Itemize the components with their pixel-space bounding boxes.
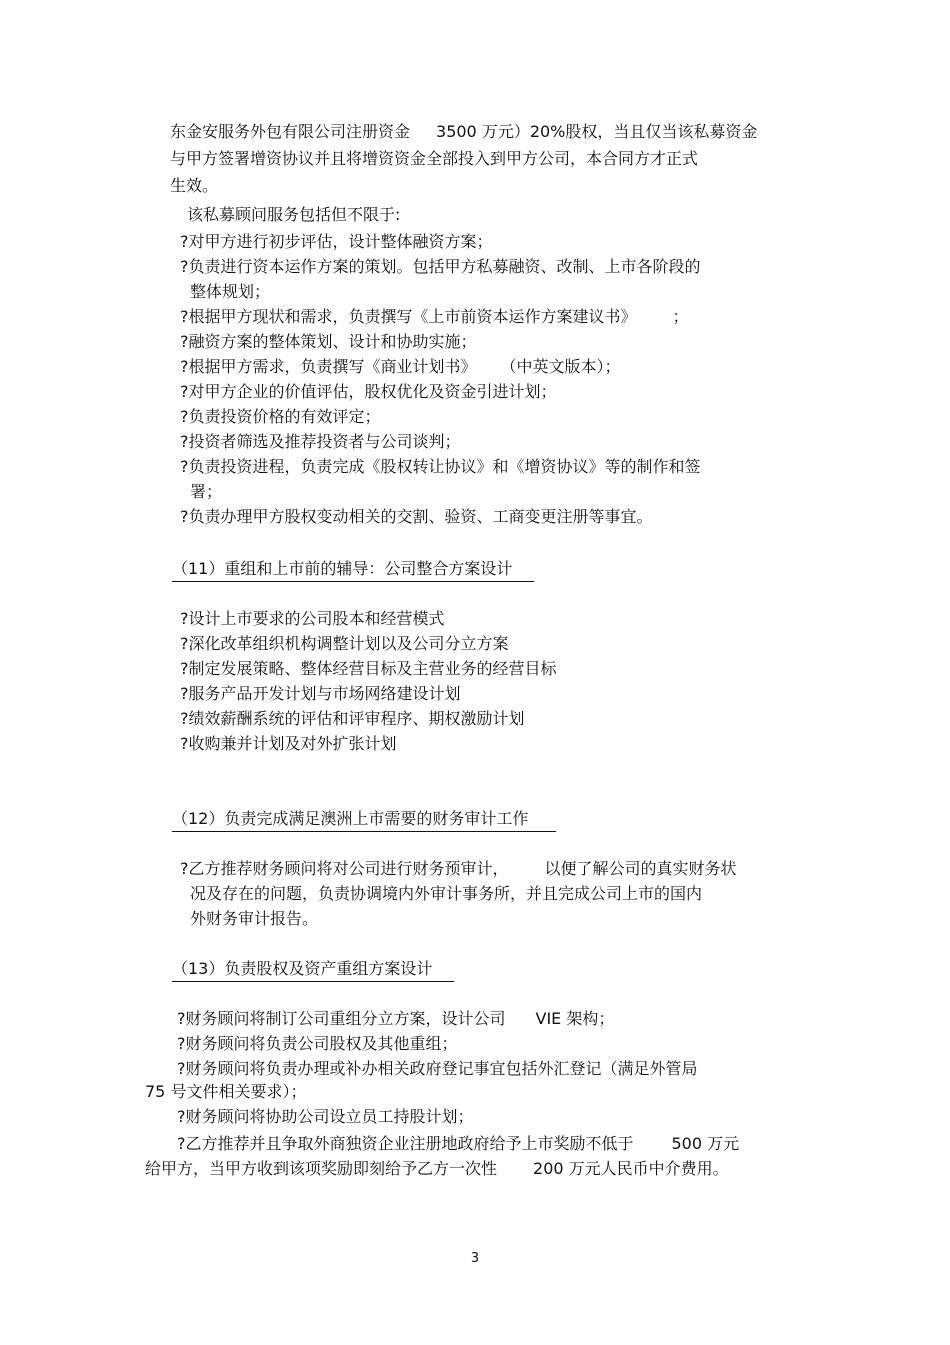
list-item: 署；: [190, 482, 223, 501]
list-item: ?制定发展策略、整体经营目标及主营业务的经营目标: [180, 659, 557, 678]
intro-text: 3500 万元）20%股权，当且仅当该私募资金: [436, 122, 758, 141]
list-item: 整体规划；: [190, 282, 271, 301]
section-13-line-5: ?财务顾问将协助公司设立员工持股计划；: [177, 1107, 474, 1126]
body-text: 以便了解公司的真实财务状: [544, 859, 737, 878]
list-item: ?设计上市要求的公司股本和经营模式: [180, 609, 445, 628]
section-13-line-3: ?财务顾问将负责办理或补办相关政府登记事宜包括外汇登记（满足外管局: [177, 1059, 698, 1078]
intro-line-3: 生效。: [170, 176, 219, 195]
section-13-line-2: ?财务顾问将负责公司股权及其他重组；: [177, 1034, 458, 1053]
list-item: ?负责办理甲方股权变动相关的交割、验资、工商变更注册等事宜。: [180, 507, 653, 526]
body-text: 200 万元人民币中介费用。: [533, 1159, 729, 1178]
page-number: 3: [470, 1251, 480, 1266]
list-item: [180, 306, 689, 328]
list-item-text: （中英文版本）；: [500, 357, 621, 376]
section-13-line-6: [177, 1133, 739, 1155]
section-heading-text: （11）重组和上市前的辅导：公司整合方案设计: [172, 558, 534, 582]
section-11-heading: [172, 558, 534, 580]
section-12-line-1: [180, 858, 737, 880]
body-text: ?乙方推荐财务顾问将对公司进行财务预审计，: [180, 859, 509, 878]
intro-line-1: [170, 121, 757, 143]
list-item: ?负责进行资本运作方案的策划。包括甲方私募融资、改制、上市各阶段的: [180, 257, 701, 276]
list-item: ?融资方案的整体策划、设计和协助实施；: [180, 332, 477, 351]
list-item: ?服务产品开发计划与市场网络建设计划: [180, 684, 461, 703]
list-item: ?深化改革组织机构调整计划以及公司分立方案: [180, 634, 509, 653]
body-text: 给甲方，当甲方收到该项奖励即刻给予乙方一次性: [145, 1159, 498, 1178]
section-heading-text: （12）负责完成满足澳洲上市需要的财务审计工作: [172, 808, 556, 832]
section-12-heading: [172, 808, 556, 830]
section-13-heading: [172, 958, 454, 980]
body-text: VIE 架构；: [535, 1009, 615, 1028]
list-item: ?对甲方企业的价值评估，股权优化及资金引进计划；: [180, 382, 557, 401]
section-heading-text: （13）负责股权及资产重组方案设计: [172, 958, 454, 982]
section-13-line-1: [177, 1008, 614, 1030]
section-13-line-4: 75 号文件相关要求）；: [145, 1082, 307, 1101]
intro-line-2: 与甲方签署增资协议并且将增资资金全部投入到甲方公司，本合同方才正式: [170, 149, 699, 168]
list-item: ?负责投资进程，负责完成《股权转让协议》和《增资协议》等的制作和签: [180, 457, 701, 476]
section-13-line-7: [145, 1158, 729, 1180]
body-text: ?乙方推荐并且争取外商独资企业注册地政府给予上市奖励不低于: [177, 1134, 634, 1153]
list-item-text: ?根据甲方需求，负责撰写《商业计划书》: [180, 357, 477, 376]
list-item: ?绩效薪酬系统的评估和评审程序、期权激励计划: [180, 709, 525, 728]
body-text: ?财务顾问将制订公司重组分立方案，设计公司: [177, 1009, 506, 1028]
list-item: ?对甲方进行初步评估，设计整体融资方案；: [180, 232, 493, 251]
intro-text: 东金安服务外包有限公司注册资金: [170, 122, 411, 141]
scope-heading: 该私募顾问服务包括但不限于:: [187, 205, 401, 224]
list-item: ?负责投资价格的有效评定；: [180, 407, 381, 426]
list-item: ?收购兼并计划及对外扩张计划: [180, 734, 397, 753]
body-text: 500 万元: [671, 1134, 740, 1153]
section-12-line-3: 外财务审计报告。: [190, 909, 319, 928]
list-item: ?投资者筛选及推荐投资者与公司谈判；: [180, 432, 461, 451]
list-item-text: ；: [672, 307, 689, 326]
list-item: [180, 356, 621, 378]
section-12-line-2: 况及存在的问题，负责协调境内外审计事务所，并且完成公司上市的国内: [190, 884, 703, 903]
list-item-text: ?根据甲方现状和需求，负责撰写《上市前资本运作方案建议书》: [180, 307, 637, 326]
